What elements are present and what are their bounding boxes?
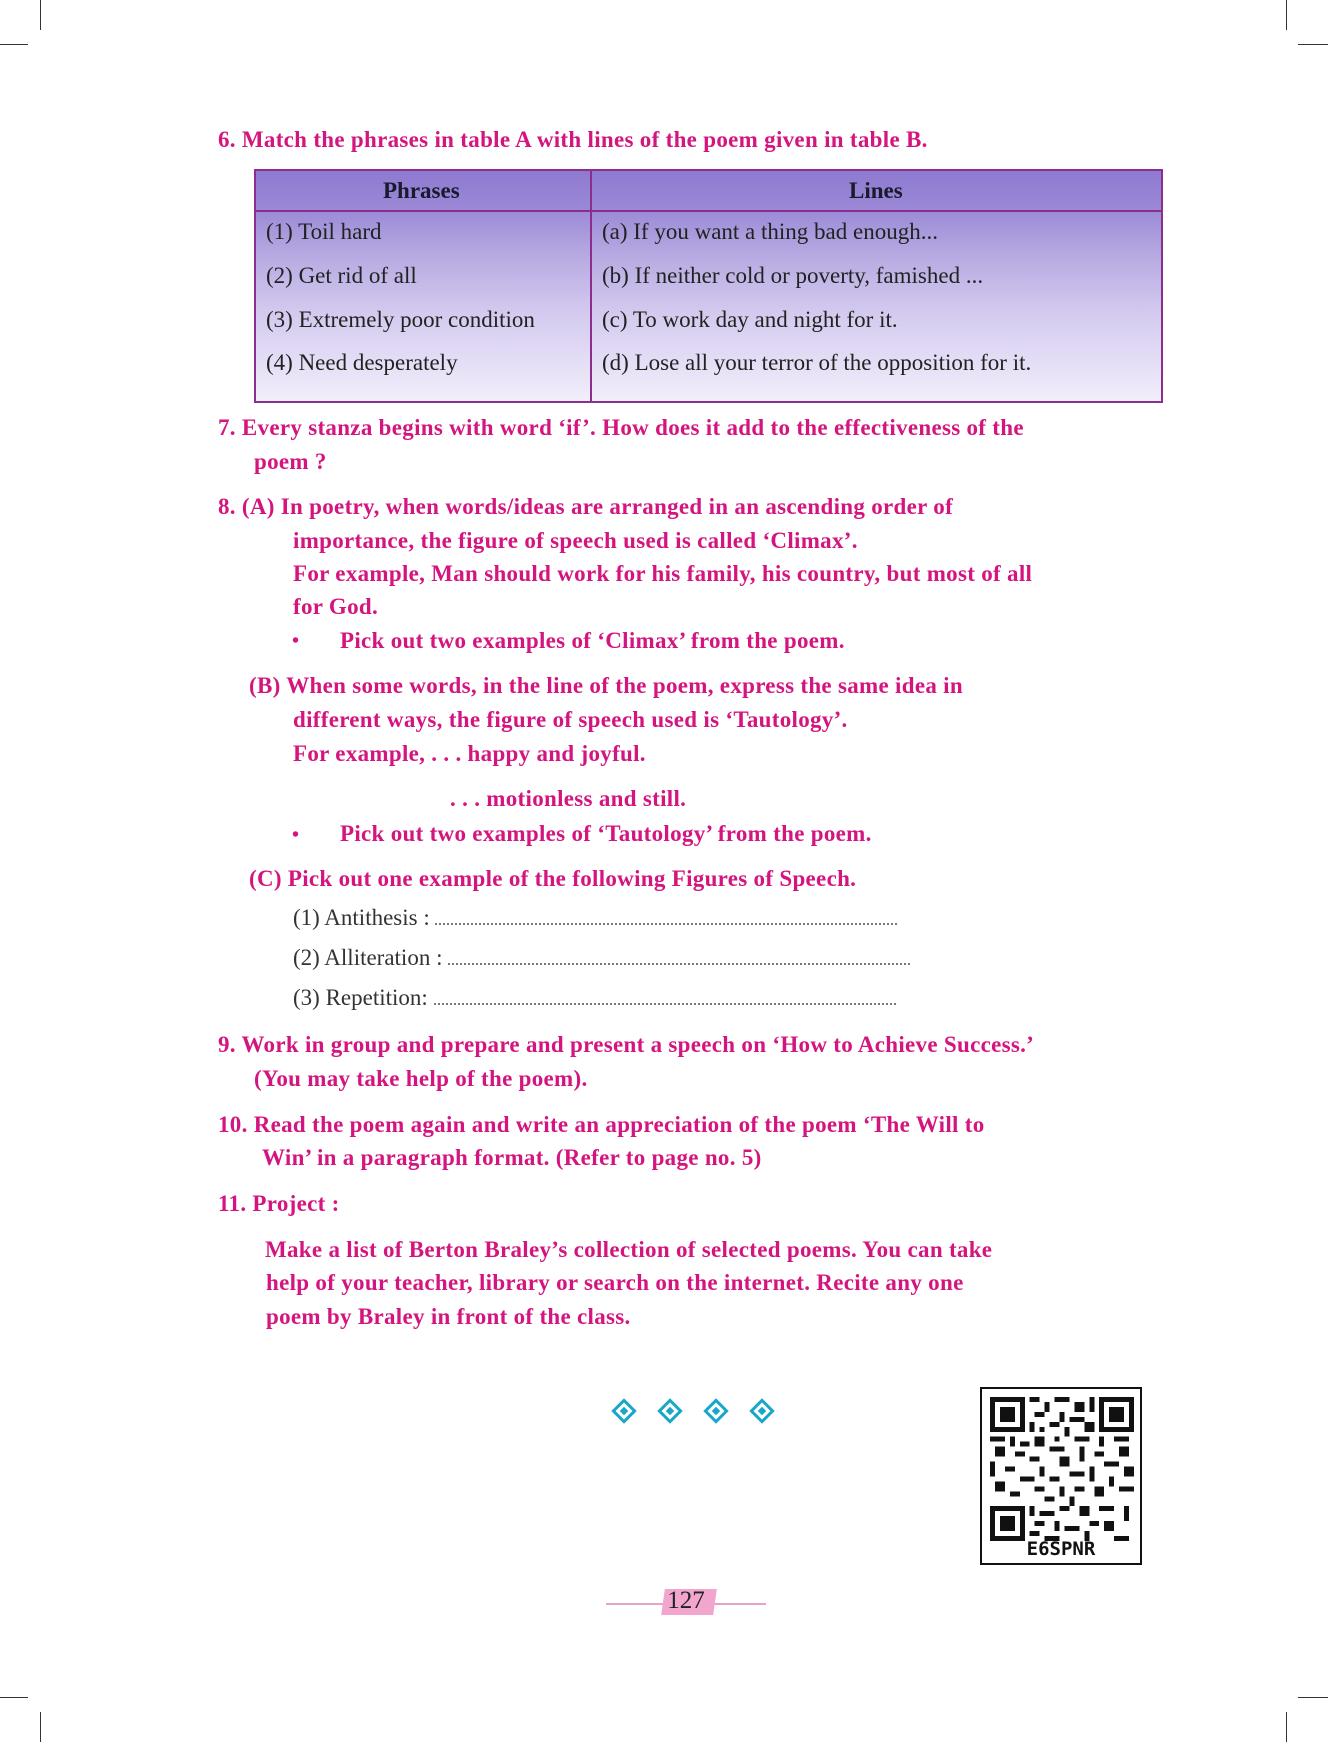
table-divider xyxy=(590,171,592,401)
question-6-title: 6. Match the phrases in table A with lines of the poem given in table B. xyxy=(218,127,928,152)
question-11-line: Make a list of Berton Braley’s collection of selected poems. You can take xyxy=(265,1237,993,1262)
qr-code-box[interactable] xyxy=(980,1387,1142,1565)
question-8a-line: 8. (A) In poetry, when words/ideas are arranged in an ascending order of xyxy=(218,494,954,519)
page-number xyxy=(606,1585,766,1621)
qr-code-icon xyxy=(990,1397,1134,1541)
header-lines: Lines xyxy=(849,178,903,203)
question-11-title: 11. Project : xyxy=(218,1191,340,1216)
header-phrases: Phrases xyxy=(383,178,460,203)
crop-mark xyxy=(1286,1712,1287,1742)
figure-of-speech-item xyxy=(293,905,897,931)
question-8b-line: different ways, the figure of speech used is ‘Tautology’. xyxy=(293,707,848,732)
figure-of-speech-item xyxy=(293,985,896,1011)
diamond-icon xyxy=(703,1398,728,1423)
line-cell: (d) Lose all your terror of the opposition for it. xyxy=(602,350,1032,375)
section-end-ornament xyxy=(615,1402,795,1425)
question-10-line: Win’ in a paragraph format. (Refer to page no. 5) xyxy=(262,1145,762,1170)
question-8b-task: Pick out two examples of ‘Tautology’ from the poem. xyxy=(340,821,872,846)
figure-label: (2) Alliteration : xyxy=(293,945,443,970)
crop-mark xyxy=(1298,44,1328,45)
line-cell: (b) If neither cold or poverty, famished ... xyxy=(602,263,984,288)
crop-mark xyxy=(40,0,41,30)
question-11-line: poem by Braley in front of the class. xyxy=(266,1304,631,1329)
question-8a-line: importance, the figure of speech used is called ‘Climax’. xyxy=(293,528,858,553)
question-7-line: poem ? xyxy=(254,449,327,474)
phrase-cell: (3) Extremely poor condition xyxy=(266,307,535,332)
crop-mark xyxy=(1286,0,1287,30)
diamond-icon xyxy=(611,1398,636,1423)
question-7-line: 7. Every stanza begins with word ‘if’. How does it add to the effectiveness of the xyxy=(218,415,1024,440)
question-8b-line: (B) When some words, in the line of the poem, express the same idea in xyxy=(249,673,963,698)
figure-label: (3) Repetition: xyxy=(293,985,428,1010)
line-cell: (a) If you want a thing bad enough... xyxy=(602,219,938,244)
question-8a-task: Pick out two examples of ‘Climax’ from the poem. xyxy=(340,628,845,653)
line-cell: (c) To work day and night for it. xyxy=(602,307,898,332)
crop-mark xyxy=(0,1697,28,1698)
answer-blank[interactable] xyxy=(448,945,910,965)
bullet-icon: • xyxy=(292,824,300,846)
question-8b-line: . . . motionless and still. xyxy=(450,786,687,811)
crop-mark xyxy=(1298,1697,1328,1698)
diamond-icon xyxy=(657,1398,682,1423)
answer-blank[interactable] xyxy=(434,985,896,1005)
bullet-icon: • xyxy=(292,630,300,652)
question-9-line: (You may take help of the poem). xyxy=(254,1066,588,1091)
phrase-cell: (4) Need desperately xyxy=(266,350,458,375)
figure-label: (1) Antithesis : xyxy=(293,905,430,930)
question-11-line: help of your teacher, library or search on the internet. Recite any one xyxy=(266,1270,964,1295)
figure-of-speech-item xyxy=(293,945,910,971)
table-header-rule xyxy=(256,210,1161,212)
question-8a-line: for God. xyxy=(293,594,379,619)
phrase-cell: (2) Get rid of all xyxy=(266,263,417,288)
phrase-cell: (1) Toil hard xyxy=(266,219,382,244)
question-10-line: 10. Read the poem again and write an appreciation of the poem ‘The Will to xyxy=(218,1112,985,1137)
question-8a-line: For example, Man should work for his family, his country, but most of all xyxy=(293,561,1033,586)
question-8c-line: (C) Pick out one example of the following Figures of Speech. xyxy=(249,866,857,891)
crop-mark xyxy=(0,44,28,45)
page-number-text: 127 xyxy=(667,1587,705,1614)
answer-blank[interactable] xyxy=(435,905,897,925)
question-9-line: 9. Work in group and prepare and present a speech on ‘How to Achieve Success.’ xyxy=(218,1032,1035,1057)
diamond-icon xyxy=(749,1398,774,1423)
crop-mark xyxy=(40,1712,41,1742)
question-8b-line: For example, . . . happy and joyful. xyxy=(293,741,646,766)
qr-code-label: E6SPNR xyxy=(1026,1538,1096,1560)
match-table xyxy=(254,169,1163,403)
